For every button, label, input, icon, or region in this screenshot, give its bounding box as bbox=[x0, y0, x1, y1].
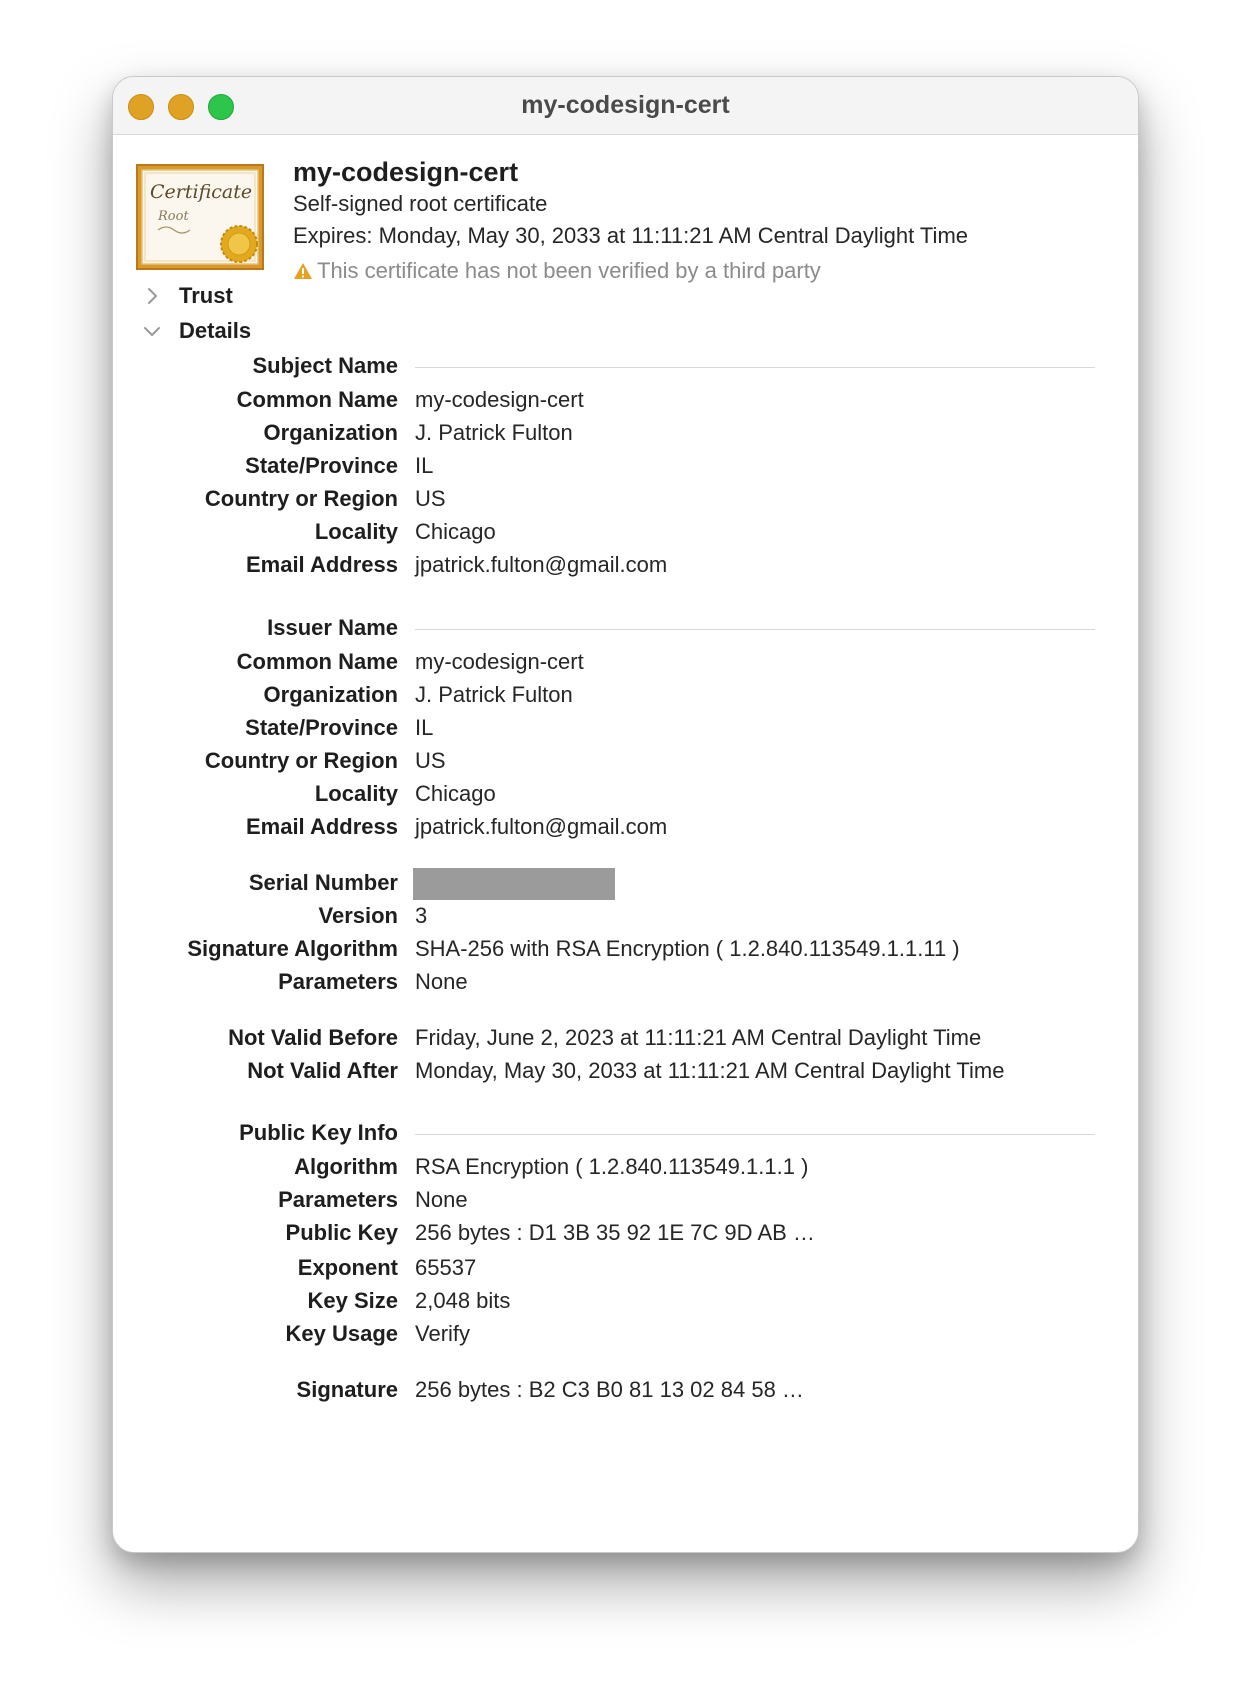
divider bbox=[415, 367, 1095, 368]
field-label: Email Address bbox=[245, 814, 398, 839]
certificate-name: my-codesign-cert bbox=[293, 157, 519, 187]
field-label: State/Province bbox=[245, 715, 398, 740]
issuer-name-heading bbox=[113, 615, 1138, 645]
field-value: Friday, June 2, 2023 at 11:11:21 AM Central Daylight Time bbox=[415, 1025, 982, 1050]
field-value: None bbox=[415, 1187, 468, 1212]
detail-row bbox=[113, 649, 1138, 679]
field-value: US bbox=[415, 748, 446, 773]
field-label: Country or Region bbox=[204, 748, 398, 773]
detail-row bbox=[113, 1187, 1138, 1217]
certificate-icon-subtitle: Root bbox=[158, 209, 189, 224]
trust-section-toggle[interactable]: Trust bbox=[179, 283, 233, 308]
detail-row bbox=[113, 969, 1138, 999]
title-bar[interactable] bbox=[113, 77, 1138, 135]
field-value: None bbox=[415, 969, 468, 994]
divider bbox=[415, 1134, 1095, 1135]
field-value: SHA-256 with RSA Encryption ( 1.2.840.113549.1.1.11 ) bbox=[415, 936, 960, 961]
detail-row bbox=[113, 1025, 1138, 1055]
detail-row bbox=[113, 870, 1138, 900]
detail-row bbox=[113, 682, 1138, 712]
detail-row bbox=[113, 1377, 1138, 1407]
detail-row bbox=[113, 1288, 1138, 1318]
detail-row bbox=[113, 1058, 1138, 1088]
field-label: Parameters bbox=[278, 1187, 398, 1212]
detail-row bbox=[113, 486, 1138, 516]
certificate-expiry: Expires: Monday, May 30, 2033 at 11:11:21 AM Central Daylight Time bbox=[293, 223, 969, 248]
field-value: US bbox=[415, 486, 446, 511]
public-key-info-label: Public Key Info bbox=[239, 1120, 398, 1145]
warning-icon bbox=[293, 262, 313, 280]
field-label: State/Province bbox=[245, 453, 398, 478]
field-value: my-codesign-cert bbox=[415, 387, 584, 412]
certificate-icon-title: Certificate bbox=[150, 181, 253, 203]
detail-row bbox=[113, 552, 1138, 582]
subject-name-label: Subject Name bbox=[252, 353, 398, 378]
field-value: 65537 bbox=[415, 1255, 477, 1280]
details-section-toggle[interactable]: Details bbox=[179, 318, 252, 343]
field-value: J. Patrick Fulton bbox=[415, 682, 573, 707]
subject-name-heading bbox=[113, 353, 1138, 383]
detail-row bbox=[113, 1321, 1138, 1351]
detail-row bbox=[113, 1154, 1138, 1184]
field-label: Organization bbox=[263, 420, 398, 445]
field-value: Monday, May 30, 2033 at 11:11:21 AM Central Daylight Time bbox=[415, 1058, 1005, 1083]
detail-row bbox=[113, 1255, 1138, 1285]
field-value: IL bbox=[415, 715, 434, 740]
detail-row bbox=[113, 453, 1138, 483]
certificate-type: Self-signed root certificate bbox=[293, 191, 548, 216]
detail-row bbox=[113, 1220, 1138, 1250]
field-value: my-codesign-cert bbox=[415, 649, 584, 674]
field-value: jpatrick.fulton@gmail.com bbox=[415, 814, 668, 839]
field-label: Key Usage bbox=[285, 1321, 398, 1346]
field-label: Parameters bbox=[278, 969, 398, 994]
field-label: Algorithm bbox=[294, 1154, 398, 1179]
field-value: 2,048 bits bbox=[415, 1288, 511, 1313]
serial-number-label: Serial Number bbox=[248, 870, 398, 895]
signature-value: 256 bytes : B2 C3 B0 81 13 02 84 58 … bbox=[415, 1377, 804, 1402]
detail-row bbox=[113, 781, 1138, 811]
field-value: Chicago bbox=[415, 519, 496, 544]
signature-label: Signature bbox=[296, 1377, 398, 1402]
field-label: Email Address bbox=[245, 552, 398, 577]
chevron-down-icon[interactable] bbox=[141, 320, 163, 342]
detail-row bbox=[113, 936, 1138, 966]
detail-row bbox=[113, 387, 1138, 417]
field-value: Verify bbox=[415, 1321, 471, 1346]
field-label: Common Name bbox=[236, 387, 398, 412]
certificate-window bbox=[112, 76, 1139, 1553]
field-label: Signature Algorithm bbox=[187, 936, 398, 961]
issuer-name-label: Issuer Name bbox=[267, 615, 398, 640]
field-label: Exponent bbox=[297, 1255, 398, 1280]
redacted-serial-number bbox=[413, 868, 615, 900]
field-value: 256 bytes : D1 3B 35 92 1E 7C 9D AB … bbox=[415, 1220, 815, 1245]
detail-row bbox=[113, 903, 1138, 933]
detail-row bbox=[113, 519, 1138, 549]
field-label: Organization bbox=[263, 682, 398, 707]
public-key-info-heading bbox=[113, 1120, 1138, 1150]
field-value: 3 bbox=[415, 903, 428, 928]
field-label: Not Valid After bbox=[247, 1058, 398, 1083]
field-label: Key Size bbox=[307, 1288, 398, 1313]
field-label: Common Name bbox=[236, 649, 398, 674]
field-label: Country or Region bbox=[204, 486, 398, 511]
window-title: my-codesign-cert bbox=[521, 91, 730, 119]
field-label: Locality bbox=[314, 519, 398, 544]
field-label: Public Key bbox=[285, 1220, 398, 1245]
field-value: Chicago bbox=[415, 781, 496, 806]
warning-text: This certificate has not been verified by a third party bbox=[317, 258, 821, 283]
detail-row bbox=[113, 748, 1138, 778]
certificate-icon bbox=[136, 164, 264, 270]
field-label: Version bbox=[318, 903, 398, 928]
detail-row bbox=[113, 715, 1138, 745]
field-value: jpatrick.fulton@gmail.com bbox=[415, 552, 668, 577]
detail-row bbox=[113, 420, 1138, 450]
field-label: Locality bbox=[314, 781, 398, 806]
chevron-right-icon[interactable] bbox=[141, 285, 163, 307]
divider bbox=[415, 629, 1095, 630]
verification-warning bbox=[293, 258, 821, 284]
field-value: RSA Encryption ( 1.2.840.113549.1.1.1 ) bbox=[415, 1154, 809, 1179]
field-value: J. Patrick Fulton bbox=[415, 420, 573, 445]
field-label: Not Valid Before bbox=[228, 1025, 398, 1050]
detail-row bbox=[113, 814, 1138, 844]
field-value: IL bbox=[415, 453, 434, 478]
